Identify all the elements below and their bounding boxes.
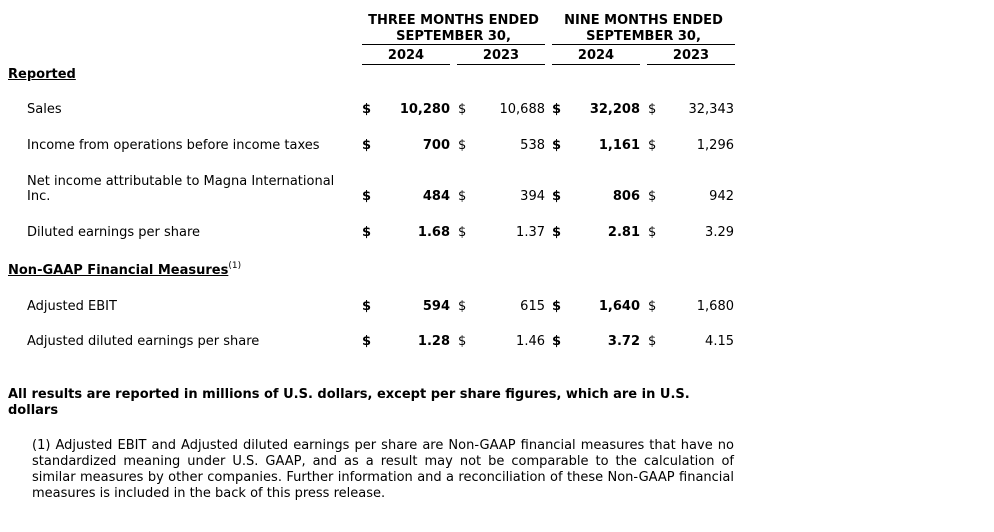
currency-symbol: $	[362, 299, 372, 314]
footnote-ref-1: (1)	[228, 261, 242, 271]
year-9m-2024: 2024	[577, 48, 615, 63]
value-eps-9m-2024: 2.81	[607, 225, 640, 240]
value-sales-9m-2024: 32,208	[589, 102, 640, 117]
year-rule-3	[552, 64, 640, 65]
value-adj-ebit-3m-2024: 594	[422, 299, 450, 314]
value-sales-9m-2023: 32,343	[688, 102, 734, 117]
currency-symbol: $	[362, 189, 372, 204]
value-adj-eps-3m-2023: 1.46	[516, 334, 545, 349]
year-rule-4	[647, 64, 735, 65]
value-income-3m-2024: 700	[422, 138, 450, 153]
currency-symbol: $	[458, 102, 467, 117]
row-label-income-from-operations: Income from operations before income taxes	[27, 138, 320, 153]
row-label-net-income-line2: Inc.	[27, 189, 51, 204]
row-label-net-income-line1: Net income attributable to Magna International	[27, 174, 335, 189]
value-net-income-3m-2024: 484	[422, 189, 450, 204]
currency-symbol: $	[552, 334, 562, 349]
currency-symbol: $	[458, 138, 467, 153]
year-9m-2023: 2023	[672, 48, 710, 63]
value-adj-ebit-9m-2024: 1,640	[598, 299, 640, 314]
row-label-adjusted-diluted-eps: Adjusted diluted earnings per share	[27, 334, 260, 349]
currency-symbol: $	[552, 102, 562, 117]
header-three-months-line2: SEPTEMBER 30,	[396, 29, 511, 44]
currency-symbol: $	[648, 189, 657, 204]
value-income-3m-2023: 538	[520, 138, 545, 153]
value-eps-9m-2023: 3.29	[705, 225, 734, 240]
value-sales-3m-2024: 10,280	[399, 102, 450, 117]
currency-symbol: $	[362, 225, 372, 240]
currency-symbol: $	[362, 102, 372, 117]
currency-symbol: $	[552, 225, 562, 240]
value-net-income-3m-2023: 394	[520, 189, 545, 204]
header-rule-nine-months	[552, 44, 735, 45]
header-rule-three-months	[362, 44, 545, 45]
currency-symbol: $	[458, 299, 467, 314]
value-adj-eps-9m-2024: 3.72	[607, 334, 640, 349]
currency-symbol: $	[648, 334, 657, 349]
currency-symbol: $	[362, 334, 372, 349]
section-reported: Reported	[8, 67, 76, 82]
value-eps-3m-2024: 1.68	[417, 225, 450, 240]
section-non-gaap	[8, 263, 241, 278]
value-net-income-9m-2023: 942	[709, 189, 734, 204]
currency-symbol: $	[552, 189, 562, 204]
value-adj-eps-9m-2023: 4.15	[705, 334, 734, 349]
currency-symbol: $	[458, 189, 467, 204]
value-net-income-9m-2024: 806	[612, 189, 640, 204]
currency-symbol: $	[648, 102, 657, 117]
value-adj-ebit-3m-2023: 615	[520, 299, 545, 314]
header-three-months-line1: THREE MONTHS ENDED	[368, 13, 539, 28]
value-sales-3m-2023: 10,688	[499, 102, 545, 117]
year-3m-2024: 2024	[387, 48, 425, 63]
row-label-adjusted-ebit: Adjusted EBIT	[27, 299, 117, 314]
currency-symbol: $	[648, 138, 657, 153]
value-income-9m-2023: 1,296	[696, 138, 734, 153]
year-rule-1	[362, 64, 450, 65]
row-label-sales: Sales	[27, 102, 62, 117]
footnote-1: (1) Adjusted EBIT and Adjusted diluted earnings per share are Non-GAAP financial measures that have no standardized meaning under U.S. GAAP, and as a result may not be comparable to the calculation of similar measures by other companies. Further information and a reconciliation of these Non-GAAP financial measures is included in the back of this press release.	[32, 438, 734, 501]
value-adj-eps-3m-2024: 1.28	[417, 334, 450, 349]
currency-symbol: $	[648, 299, 657, 314]
currency-symbol: $	[458, 225, 467, 240]
row-label-diluted-eps: Diluted earnings per share	[27, 225, 201, 240]
currency-symbol: $	[552, 299, 562, 314]
year-3m-2023: 2023	[482, 48, 520, 63]
currency-symbol: $	[362, 138, 372, 153]
section-non-gaap-label: Non-GAAP Financial Measures	[8, 263, 229, 278]
header-nine-months-line2: SEPTEMBER 30,	[586, 29, 701, 44]
value-adj-ebit-9m-2023: 1,680	[696, 299, 734, 314]
value-eps-3m-2023: 1.37	[516, 225, 545, 240]
currency-note: All results are reported in millions of U.S. dollars, except per share figures, which are in U.S. dollars	[8, 387, 690, 418]
value-income-9m-2024: 1,161	[598, 138, 640, 153]
currency-symbol: $	[648, 225, 657, 240]
currency-symbol: $	[458, 334, 467, 349]
header-nine-months-line1: NINE MONTHS ENDED	[564, 13, 723, 28]
year-rule-2	[457, 64, 545, 65]
currency-symbol: $	[552, 138, 562, 153]
